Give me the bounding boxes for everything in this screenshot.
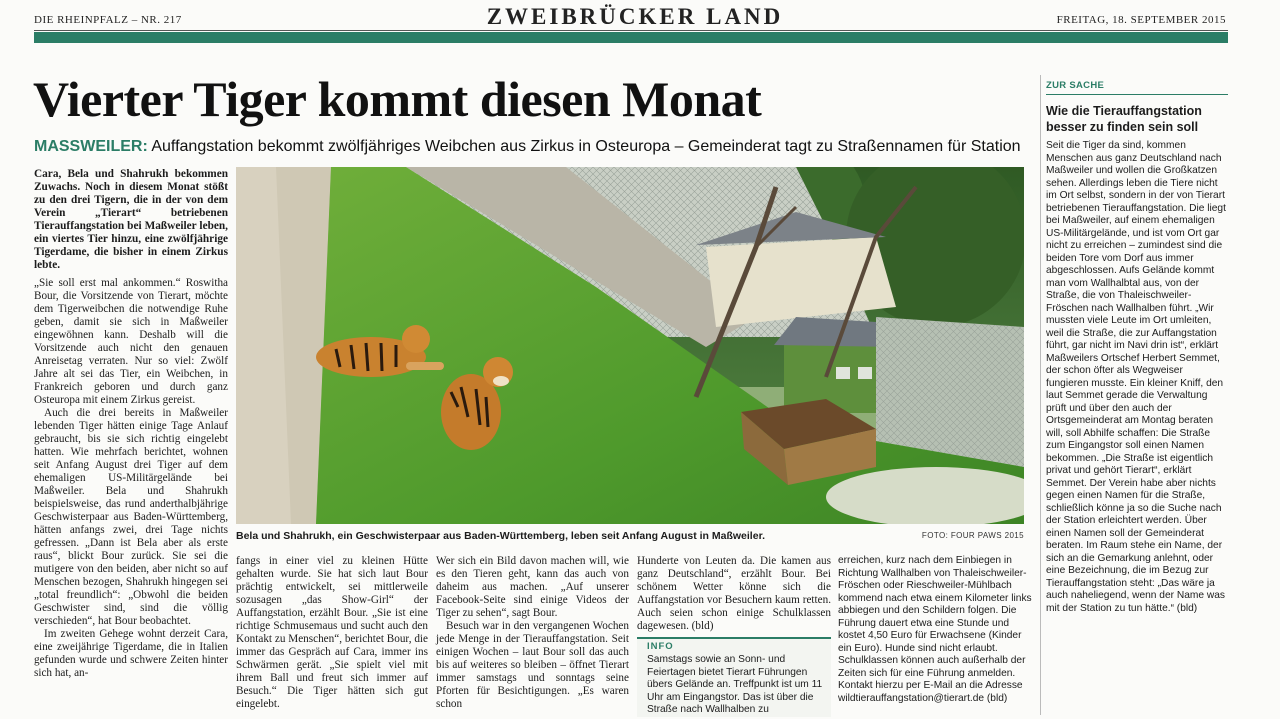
article-column-4: [637, 555, 831, 633]
kicker-location: MASSWEILER:: [34, 138, 148, 155]
paragraph: Wer sich ein Bild davon machen will, wie es den Tieren geht, kann das auch von daheim aus machen. „Auf unserer Facebook-Seite sind einige Videos der Tiger zu sehen“, sagt Bour.: [436, 555, 629, 619]
sidebar-title: Wie die Tierauffangstation besser zu finden sein soll: [1046, 104, 1202, 134]
article-column-3: [436, 555, 629, 711]
info-continued: erreichen, kurz nach dem Einbiegen in Richtung Wallhalben von Thaleischweiler-Fröschen oder Rieschweiler-Mühlbach kommend nach etwa einem Kilometer links abbiegen und den Schildern folgen. Die Führung dauert etwa eine Stunde und kostet 4,50 Euro für Erwachsene (Kinder ein Euro). Hunde sind nicht erlaubt. Schulklassen können auch außerhalb der Zeiten sich für eine Führung anmelden. Kontakt hierzu per E-Mail an die Adresse wildtierauffangstation@tierart.de (bld): [838, 555, 1032, 704]
tiger-enclosure-photo: [236, 167, 1024, 524]
subheadline-text: Auffangstation bekommt zwölfjähriges Weibchen aus Zirkus in Osteuropa – Gemeinderat tagt zu Straßennamen für Station: [147, 138, 1021, 155]
article-lead: Cara, Bela und Shahrukh bekommen Zuwachs. Noch in diesem Monat stößt zu den drei Tigern, die in der von dem Verein „Tierart“ betriebenen Tierauffangstation bei Maßweiler leben, ein viertes Tier hinzu, eine zwölfjährige Tigerdame, die bisher in einem Zirkus lebte.: [34, 168, 228, 271]
paragraph: Hunderte von Leuten da. Die kamen aus ganz Deutschland“, erzählt Bour. Bei schönem Wetter könne sich die Auffangstation vor Besuchern kaum retten. Auch seien schon einige Schulklassen dagewesen. (bld): [637, 555, 831, 632]
article-photo: [236, 167, 1024, 524]
info-text: Samstags sowie an Sonn- und Feiertagen bietet Tierart Führungen übers Gelände an. Treffpunkt ist um 11 Uhr am Eingangstor. Das ist über die Straße nach Wallhalben zu: [647, 654, 823, 715]
article-headline: Vierter Tiger kommt diesen Monat: [33, 71, 762, 127]
paragraph: fangs in einer viel zu kleinen Hütte gehalten wurde. Sie hat sich laut Bour prächtig entwickelt, sei mittlerweile sozusagen „das Show-Girl“ der Auffangstation, erzählt Bour. „Sie ist eine richtige Schmusemaus und sucht auch den Kontakt zu Menschen“, berichtet Bour, die immer das Gespräch auf Cara, immer ins Schwärmen gerät. „Sie spielt viel mit ihrem Ball und freut sich immer auf Besuch.“ Die Tiger hätten sich gut eingelebt.: [236, 555, 428, 710]
article-column-1: [34, 277, 228, 680]
paragraph: „Sie soll erst mal ankommen.“ Roswitha Bour, die Vorsitzende von Tierart, möchte dem Tigerweibchen die notwendige Ruhe geben, damit sie sich in Maßweiler eingewöhnen kann. Deshalb will die Vorsitzende auch nicht den genauen Anreisetag verraten. Nur so viel: Zwölf Jahre alt sei das Tier, ein Weibchen, in Frankreich geboren und durch ganz Osteuropa mit einem Zirkus gereist.: [34, 277, 228, 406]
newspaper-issue: DIE RHEINPFALZ – NR. 217: [34, 14, 182, 26]
header-rule: [34, 30, 1228, 31]
article-column-2: [236, 555, 428, 711]
photo-credit: FOTO: FOUR PAWS 2015: [921, 531, 1024, 540]
issue-date: FREITAG, 18. SEPTEMBER 2015: [1056, 14, 1226, 26]
section-title: ZWEIBRÜCKER LAND: [486, 4, 784, 29]
info-heading: INFO: [647, 641, 674, 652]
header-accent-bar: [34, 32, 1228, 43]
sidebar-divider: [1040, 75, 1041, 715]
photo-caption: Bela und Shahrukh, ein Geschwisterpaar aus Baden-Württemberg, leben seit Anfang August in Maßweiler.: [236, 530, 765, 542]
sidebar-body: Seit die Tiger da sind, kommen Menschen aus ganz Deutschland nach Maßweiler und wollen die Großkatzen sehen. Allerdings leben die Tiere nicht im Ort selbst, sondern in der von Tierart betriebenen Tierauffangstation. Die liegt bei Maßweiler, auf einem ehemaligen US-Militärgelände, und ist vom Ort gar nicht zu erreichen – zumindest sind die beiden Tore vom Dorf aus immer abgeschlossen. Aufs Gelände kommt man vom Wallhalbtal aus, von der Straße, die von Thaleischweiler-Fröschen nach Wallhalben führt. „Wir mussten viele Leute im Ort umleiten, weil die Straße, die zur Auffangstation führt, gar nicht im Navi drin ist“, erklärt Maßweilers Ortschef Herbert Semmet, der schon öfter als Wegweiser fungieren musste. Ein kleiner Kniff, den laut Semmet gerade die Verwaltung prüft und über den auch der Ortsgemeinderat am Montag beraten will, soll Abhilfe schaffen: Die Straße zum Eingangstor soll einen Namen bekommen. „Die Straße ist eigentlich privat und gehört Tierart“, erklärt Semmet. Der Verein habe aber nichts gegen einen Namen für die Straße, schließlich könne ja so die Suche nach der Station erleichtert werden. Über einen Namen soll der Gemeinderat beraten. Im Raum stehe ein Name, der sich an die Gemarkung anlehnt, oder eine Bezeichnung, die im Bezug zur Tierauffangstation steht: „Das wäre ja auch naheliegend, wenn der Name was mit der Station zu tun hätte.“ (bld): [1046, 140, 1226, 614]
sidebar-label: ZUR SACHE: [1046, 80, 1105, 91]
info-box: [637, 637, 831, 717]
article-subheadline: [34, 136, 1021, 158]
paragraph: Im zweiten Gehege wohnt derzeit Cara, eine zweijährige Tigerdame, die in Italien gefunden wurde und schwere Zeiten hinter sich hat, an-: [34, 628, 228, 679]
paragraph: Auch die drei bereits in Maßweiler lebenden Tiger hätten einige Tage Anlauf gebraucht, bis sie sich richtig eingelebt hatten. Wie mehrfach berichtet, wohnen seit Anfang August drei Tiger auf dem ehemaligen US-Militärgelände bei Maßweiler. Bela und Shahrukh beispielsweise, das rund anderthalbjährige Geschwisterpaar aus Baden-Württemberg, hätten anfangs zwei, drei Tage nichts gefressen. „Dann ist Bela aber als erste raus“, blickt Bour zurück. Sie sei die mutigere von den beiden, aber nicht so auf Menschen bezogen, Shahrukh hingegen sei „total freundlich“: „Obwohl die beiden Geschwister sind, sind die völlig verschieden“, hat Bour beobachtet.: [34, 407, 228, 627]
paragraph: Besuch war in den vergangenen Wochen jede Menge in der Tierauffangstation. Seit einigen Wochen – laut Bour soll das auch bis auf weiteres so bleiben – öffnet Tierart immer samstags und sonntags seine Pforten für Besichtigungen. „Es waren schon: [436, 620, 629, 710]
sidebar-rule: [1046, 94, 1228, 95]
